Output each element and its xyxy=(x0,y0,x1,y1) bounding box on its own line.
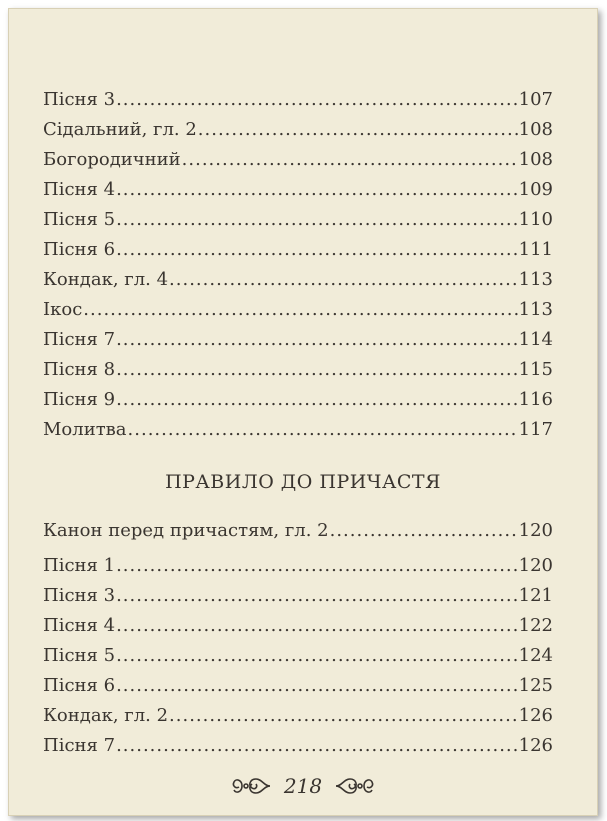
entry-title: Пісня 1 xyxy=(43,555,116,576)
entry-page-number: 114 xyxy=(518,329,553,350)
entry-page-number: 126 xyxy=(518,735,553,756)
toc-entry xyxy=(43,381,553,411)
entry-title: Пісня 7 xyxy=(43,329,116,350)
book-page xyxy=(8,8,598,816)
entry-title: Пісня 4 xyxy=(43,179,116,200)
dot-leader xyxy=(116,89,518,111)
entry-title: Пісня 8 xyxy=(43,359,116,380)
toc-entry xyxy=(43,261,553,291)
right-ornament-icon xyxy=(332,773,376,799)
entry-title: Пісня 7 xyxy=(43,735,116,756)
entry-title: Пісня 6 xyxy=(43,239,116,260)
toc-entry xyxy=(43,141,553,171)
toc-entry xyxy=(43,321,553,351)
entry-title: Кондак, гл. 2 xyxy=(43,705,169,726)
entry-title: Пісня 4 xyxy=(43,615,116,636)
entry-page-number: 107 xyxy=(518,89,553,110)
entry-page-number: 117 xyxy=(518,419,553,440)
toc-entry xyxy=(43,547,553,577)
toc-entry-canon xyxy=(43,512,553,542)
toc-entry xyxy=(43,291,553,321)
dot-leader xyxy=(116,675,518,697)
entry-title: Пісня 5 xyxy=(43,645,116,666)
toc-entry xyxy=(43,231,553,261)
entry-page-number: 122 xyxy=(518,615,553,636)
dot-leader xyxy=(182,149,518,171)
entry-title: Пісня 5 xyxy=(43,209,116,230)
entry-page-number: 109 xyxy=(518,179,553,200)
toc-entry xyxy=(43,81,553,111)
dot-leader xyxy=(116,645,518,667)
dot-leader xyxy=(116,389,518,411)
entry-page-number: 110 xyxy=(518,209,553,230)
toc-entry xyxy=(43,171,553,201)
dot-leader xyxy=(116,585,518,607)
dot-leader xyxy=(169,705,518,727)
entry-title: Пісня 3 xyxy=(43,585,116,606)
entry-title: Сідальний, гл. 2 xyxy=(43,119,197,140)
page-number: 218 xyxy=(283,774,323,798)
toc-entry xyxy=(43,667,553,697)
dot-leader xyxy=(83,299,517,321)
entry-page-number: 121 xyxy=(518,585,553,606)
entry-page-number: 113 xyxy=(518,299,553,320)
toc-entry xyxy=(43,577,553,607)
entry-title: Канон перед причастям, гл. 2 xyxy=(43,520,329,541)
dot-leader xyxy=(116,179,518,201)
entry-page-number: 113 xyxy=(518,269,553,290)
left-ornament-icon xyxy=(230,773,274,799)
dot-leader xyxy=(330,520,518,542)
entry-page-number: 108 xyxy=(518,149,553,170)
dot-leader xyxy=(198,119,518,141)
toc-entry xyxy=(43,697,553,727)
entry-page-number: 126 xyxy=(518,705,553,726)
entry-page-number: 115 xyxy=(518,359,553,380)
toc-entry xyxy=(43,351,553,381)
dot-leader xyxy=(169,269,518,291)
toc-entry xyxy=(43,637,553,667)
toc-entry xyxy=(43,727,553,757)
toc-entry xyxy=(43,201,553,231)
dot-leader xyxy=(116,735,518,757)
entry-page-number: 108 xyxy=(518,119,553,140)
entry-page-number: 124 xyxy=(518,645,553,666)
dot-leader xyxy=(116,359,518,381)
toc-entry xyxy=(43,607,553,637)
toc-entry xyxy=(43,111,553,141)
dot-leader xyxy=(116,209,518,231)
section-heading: ПРАВИЛО ДО ПРИЧАСТЯ xyxy=(165,471,441,493)
entry-page-number: 125 xyxy=(518,675,553,696)
entry-title: Кондак, гл. 4 xyxy=(43,269,169,290)
page-footer xyxy=(9,773,597,799)
dot-leader xyxy=(116,239,518,261)
entry-title: Пісня 3 xyxy=(43,89,116,110)
entry-page-number: 116 xyxy=(518,389,553,410)
toc-entry xyxy=(43,411,553,441)
entry-title: Пісня 6 xyxy=(43,675,116,696)
entry-title: Пісня 9 xyxy=(43,389,116,410)
dot-leader xyxy=(128,419,518,441)
dot-leader xyxy=(116,615,518,637)
entry-title: Ікос xyxy=(43,299,83,320)
entry-page-number: 120 xyxy=(518,555,553,576)
entry-title: Молитва xyxy=(43,419,127,440)
entry-page-number: 111 xyxy=(518,239,553,260)
dot-leader xyxy=(116,555,518,577)
entry-title: Богородичний xyxy=(43,149,181,170)
entry-page-number: 120 xyxy=(518,520,553,541)
dot-leader xyxy=(116,329,518,351)
